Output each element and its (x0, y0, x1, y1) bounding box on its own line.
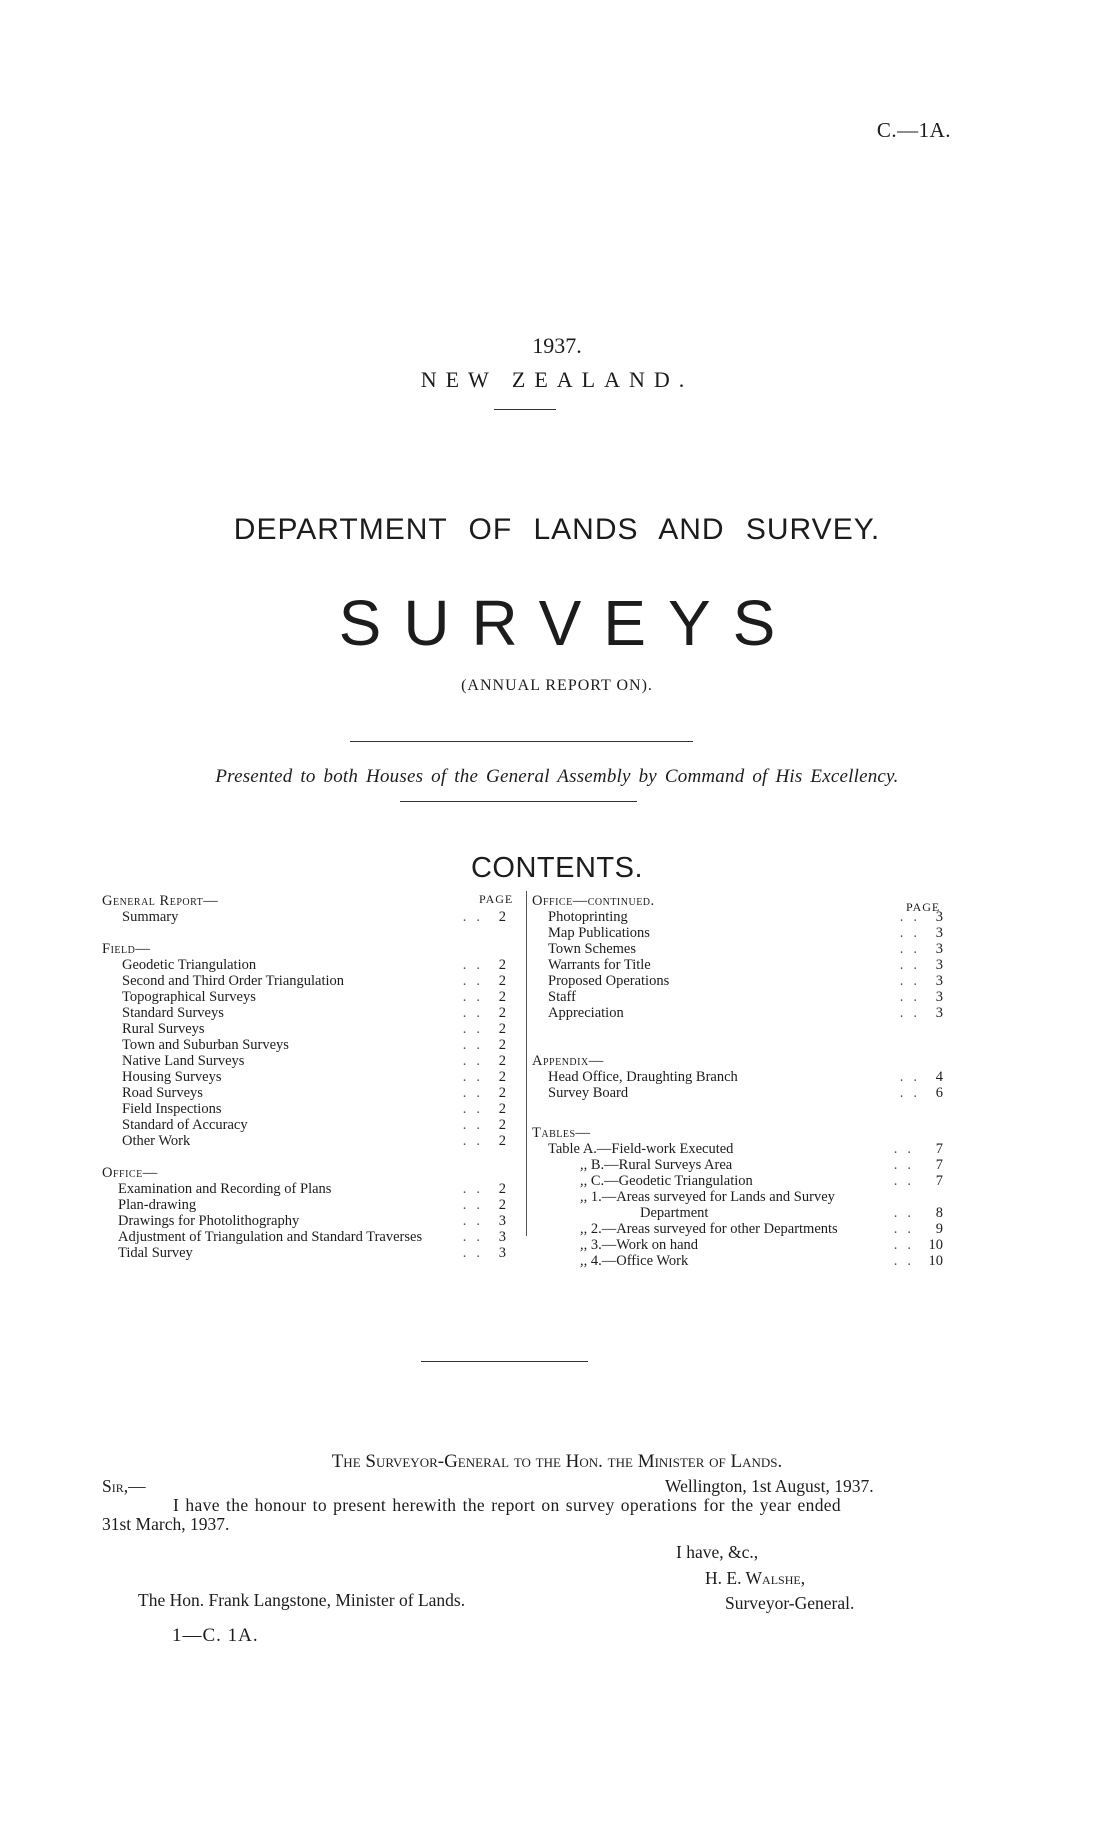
toc-entry (532, 1221, 943, 1237)
toc-leader-dots: .. (899, 973, 927, 989)
toc-section-office (102, 1165, 506, 1261)
toc-entry-label: Standard of Accuracy (122, 1117, 248, 1133)
toc-leader-dots: .. (462, 1213, 490, 1229)
toc-entry (532, 1205, 943, 1221)
toc-entry-page: 3 (935, 989, 943, 1005)
toc-leader-dots: .. (462, 1037, 490, 1053)
toc-entry-label: ,, B.—Rural Surveys Area (580, 1157, 733, 1173)
toc-leader-dots: .. (893, 1237, 921, 1253)
toc-leader-dots: .. (899, 925, 927, 941)
toc-entry-label: Tidal Survey (118, 1245, 193, 1261)
toc-entry-page: 2 (498, 957, 506, 973)
toc-entry-list (102, 909, 506, 925)
toc-leader-dots: .. (899, 1005, 927, 1021)
toc-entry-page: 7 (935, 1141, 943, 1157)
toc-entry (102, 1117, 506, 1133)
toc-entry-label: Housing Surveys (122, 1069, 222, 1085)
toc-entry-page: 3 (935, 909, 943, 925)
toc-entry-page: 3 (498, 1245, 506, 1261)
toc-leader-dots: .. (462, 1245, 490, 1261)
toc-entry-page: 3 (498, 1229, 506, 1245)
toc-entry-label: Town Schemes (548, 941, 636, 957)
toc-entry-page: 2 (498, 989, 506, 1005)
toc-entry (532, 909, 943, 925)
toc-leader-dots: .. (462, 1229, 490, 1245)
page-column-label: PAGE (479, 892, 514, 906)
toc-entry-label: Warrants for Title (548, 957, 651, 973)
toc-entry (102, 989, 506, 1005)
report-title: SURVEYS (338, 587, 798, 659)
toc-entry (532, 1157, 943, 1173)
toc-leader-dots: .. (462, 1101, 490, 1117)
toc-section-general-report (102, 893, 506, 925)
toc-entry-label: Table A.—Field-work Executed (548, 1141, 734, 1157)
toc-leader-dots: .. (462, 973, 490, 989)
toc-entry-label: Topographical Surveys (122, 989, 256, 1005)
toc-entry-label: Proposed Operations (548, 973, 670, 989)
toc-entry-page: 2 (498, 1133, 506, 1149)
toc-section-heading: General Report— (102, 893, 219, 909)
toc-entry-label: Adjustment of Triangulation and Standard Traverses (118, 1229, 423, 1245)
toc-leader-dots: .. (462, 1197, 490, 1213)
footer-document-code: 1—C. 1A. (172, 1625, 259, 1646)
toc-entry-label: ,, 2.—Areas surveyed for other Departments (580, 1221, 838, 1237)
department-heading: DEPARTMENT OF LANDS AND SURVEY. (233, 513, 881, 546)
toc-entry (102, 1133, 506, 1149)
toc-entry-page: 3 (935, 973, 943, 989)
toc-section-heading: Field— (102, 941, 151, 957)
toc-entry (102, 1037, 506, 1053)
toc-entry-page: 8 (935, 1205, 943, 1221)
toc-entry (532, 957, 943, 973)
toc-entry (102, 973, 506, 989)
toc-entry-label: Summary (122, 909, 179, 925)
toc-leader-dots: .. (462, 1069, 490, 1085)
toc-entry-label: Examination and Recording of Plans (118, 1181, 332, 1197)
toc-entry-label: Rural Surveys (122, 1021, 205, 1037)
divider (400, 801, 637, 802)
toc-entry-page: 2 (498, 1005, 506, 1021)
toc-leader-dots: .. (893, 1173, 921, 1189)
toc-entry-page: 3 (935, 957, 943, 973)
toc-leader-dots: .. (462, 989, 490, 1005)
toc-entry-label: Second and Third Order Triangulation (122, 973, 345, 989)
letter-body-line: I have the honour to present herewith the report on survey operations for the year ended (173, 1495, 842, 1515)
toc-entry (102, 1213, 506, 1229)
toc-leader-dots: .. (462, 1021, 490, 1037)
toc-leader-dots: .. (462, 1181, 490, 1197)
toc-entry-label: Photoprinting (548, 909, 628, 925)
toc-entry (102, 909, 506, 925)
toc-leader-dots: .. (893, 1221, 921, 1237)
toc-leader-dots: .. (462, 1117, 490, 1133)
toc-section-heading: Appendix— (532, 1053, 604, 1069)
toc-entry-label: Other Work (122, 1133, 191, 1149)
toc-entry (532, 989, 943, 1005)
toc-leader-dots: .. (899, 941, 927, 957)
toc-entry-label: Field Inspections (122, 1101, 222, 1117)
toc-leader-dots: .. (899, 989, 927, 1005)
toc-entry-label: ,, 1.—Areas surveyed for Lands and Survey (580, 1189, 835, 1205)
toc-leader-dots: .. (462, 1133, 490, 1149)
toc-entry-page: 2 (498, 1069, 506, 1085)
toc-entry-page: 9 (935, 1221, 943, 1237)
toc-entry-label: Town and Suburban Surveys (122, 1037, 289, 1053)
toc-entry-page: 2 (498, 1021, 506, 1037)
toc-entry-label: Native Land Surveys (122, 1053, 245, 1069)
toc-entry-page: 3 (935, 941, 943, 957)
toc-entry-page: 2 (498, 1085, 506, 1101)
toc-entry (102, 1181, 506, 1197)
letter-signatory-title: Surveyor-General. (725, 1593, 855, 1613)
toc-entry-label: Department (640, 1205, 709, 1221)
toc-leader-dots: .. (893, 1141, 921, 1157)
toc-entry-label: Appreciation (548, 1005, 624, 1021)
toc-leader-dots: .. (462, 1053, 490, 1069)
toc-entry (102, 1245, 506, 1261)
report-subtitle: (ANNUAL REPORT ON). (461, 677, 653, 694)
divider (494, 409, 556, 410)
toc-entry (532, 1173, 943, 1189)
letter-place-date: Wellington, 1st August, 1937. (665, 1476, 874, 1496)
toc-entry (102, 1197, 506, 1213)
report-year: 1937. (532, 333, 582, 358)
toc-entry (532, 973, 943, 989)
toc-entry-label: Plan-drawing (118, 1197, 197, 1213)
toc-section-heading: Tables— (532, 1125, 591, 1141)
toc-leader-dots: .. (899, 957, 927, 973)
toc-section-office-continued (532, 893, 943, 1021)
toc-entry-page: 3 (935, 1005, 943, 1021)
toc-entry-label: Map Publications (548, 925, 650, 941)
toc-entry-list (532, 909, 943, 1021)
toc-leader-dots: .. (893, 1205, 921, 1221)
toc-entry-page: 2 (498, 973, 506, 989)
toc-entry-label: ,, 3.—Work on hand (580, 1237, 699, 1253)
toc-entry-page: 2 (498, 909, 506, 925)
toc-entry-label: Survey Board (548, 1085, 629, 1101)
letter-closing: I have, &c., (676, 1542, 759, 1562)
toc-entry (532, 1069, 943, 1085)
toc-section-heading: Office—continued. (532, 893, 655, 909)
toc-entry-list (532, 1069, 943, 1101)
toc-entry-page: 10 (928, 1253, 943, 1269)
column-divider (526, 891, 527, 1236)
toc-entry (532, 1237, 943, 1253)
letter-signatory: H. E. Walshe, (705, 1568, 806, 1588)
toc-leader-dots: .. (899, 1085, 927, 1101)
toc-leader-dots: .. (899, 1069, 927, 1085)
toc-entry-list (102, 957, 506, 1149)
toc-entry-label: Staff (548, 989, 576, 1005)
toc-entry-label: Head Office, Draughting Branch (548, 1069, 738, 1085)
toc-entry (532, 1141, 943, 1157)
toc-leader-dots: .. (893, 1157, 921, 1173)
toc-entry (102, 1021, 506, 1037)
divider (350, 741, 693, 742)
toc-entry-page: 2 (498, 1101, 506, 1117)
toc-entry-page: 6 (935, 1085, 943, 1101)
toc-entry (532, 1189, 943, 1205)
toc-entry (102, 1101, 506, 1117)
document-code: C.—1A. (876, 118, 951, 142)
toc-section-field (102, 941, 506, 1149)
toc-leader-dots: .. (462, 1005, 490, 1021)
toc-section-appendix (532, 1053, 943, 1101)
contents-heading: CONTENTS. (470, 852, 644, 884)
toc-section-heading: Office— (102, 1165, 158, 1181)
toc-entry-label: Road Surveys (122, 1085, 203, 1101)
page-column-label: PAGE (906, 900, 941, 914)
divider (421, 1361, 588, 1362)
toc-entry (102, 957, 506, 973)
toc-entry (102, 1053, 506, 1069)
toc-leader-dots: .. (462, 957, 490, 973)
presented-line: Presented to both Houses of the General Assembly by Command of His Excellency. (215, 766, 899, 787)
toc-entry-list (102, 1181, 506, 1261)
toc-entry-list (532, 1141, 943, 1269)
toc-entry-label: ,, C.—Geodetic Triangulation (580, 1173, 753, 1189)
toc-entry-page: 2 (498, 1117, 506, 1133)
letter-addressee: The Hon. Frank Langstone, Minister of Lands. (138, 1590, 466, 1610)
toc-entry-page: 2 (498, 1037, 506, 1053)
toc-entry-page: 3 (498, 1213, 506, 1229)
toc-entry (102, 1005, 506, 1021)
toc-entry (102, 1229, 506, 1245)
letter-heading: The Surveyor-General to the Hon. the Minister of Lands. (331, 1451, 783, 1472)
toc-entry-page: 7 (935, 1173, 943, 1189)
letter-body-line: 31st March, 1937. (102, 1514, 230, 1534)
toc-entry-label: Geodetic Triangulation (122, 957, 257, 973)
toc-entry-page: 2 (498, 1197, 506, 1213)
toc-entry-page: 10 (928, 1237, 943, 1253)
toc-leader-dots: .. (899, 909, 927, 925)
toc-entry-page: 3 (935, 925, 943, 941)
country-heading: NEW ZEALAND. (420, 367, 694, 392)
letter-salutation: Sir,— (102, 1476, 146, 1496)
toc-entry-label: ,, 4.—Office Work (580, 1253, 689, 1269)
toc-entry-page: 7 (935, 1157, 943, 1173)
toc-entry (102, 1069, 506, 1085)
toc-entry (532, 941, 943, 957)
toc-entry-label: Drawings for Photolithography (118, 1213, 300, 1229)
toc-leader-dots: .. (462, 909, 490, 925)
toc-entry-page: 2 (498, 1181, 506, 1197)
toc-section-tables (532, 1125, 943, 1269)
toc-entry (102, 1085, 506, 1101)
toc-entry (532, 925, 943, 941)
toc-entry (532, 1253, 943, 1269)
toc-leader-dots: .. (462, 1085, 490, 1101)
toc-leader-dots: .. (893, 1253, 921, 1269)
toc-entry-label: Standard Surveys (122, 1005, 224, 1021)
toc-entry (532, 1005, 943, 1021)
toc-entry (532, 1085, 943, 1101)
toc-entry-page: 4 (935, 1069, 943, 1085)
toc-entry-page: 2 (498, 1053, 506, 1069)
